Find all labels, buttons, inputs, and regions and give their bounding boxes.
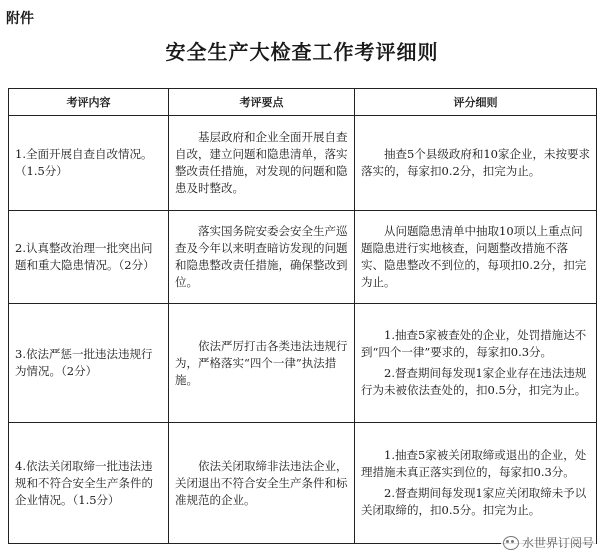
table-row <box>9 304 597 423</box>
header-scoring: 评分细则 <box>355 89 597 116</box>
cell-content: 1.全面开展自查自改情况。（1.5分） <box>9 116 169 211</box>
cell-points: 基层政府和企业全面开展自查自改，建立问题和隐患清单，落实整改责任措施，对发现的问题和隐患及时整改。 <box>169 116 355 211</box>
scoring-item: 2.督查期间每发现1家企业存在违法违规行为未被依法查处的，扣0.5分，扣完为止。 <box>361 366 587 397</box>
cell-scoring <box>355 304 597 423</box>
cell-scoring <box>355 211 597 304</box>
scoring-item: 1.抽查5家被查处的企业，处罚措施达不到“四个一律”要求的，每家扣0.3分。 <box>361 328 587 359</box>
cell-content: 2.认真整改治理一批突出问题和重大隐患情况。（2分） <box>9 211 169 304</box>
scoring-item: 抽查5个县级政府和10家企业，未按要求落实的，每家扣0.2分，扣完为止。 <box>361 147 590 178</box>
cell-content: 3.依法严惩一批违法违规行为情况。（2分） <box>9 304 169 423</box>
table-row <box>9 423 597 544</box>
cell-points: 依法关闭取缔非法违法企业，关闭退出不符合安全生产条件和标准规范的企业。 <box>169 423 355 544</box>
attachment-label: 附件 <box>6 11 34 27</box>
cell-points: 依法严厉打击各类违法违规行为，严格落实“四个一律”执法措施。 <box>169 304 355 423</box>
table-header-row <box>9 89 597 116</box>
cell-points: 落实国务院安委会安全生产巡查及今年以来明查暗访发现的问题和隐患整改责任措施，确保整改到位。 <box>169 211 355 304</box>
header-content: 考评内容 <box>9 89 169 116</box>
table-row <box>9 211 597 304</box>
wechat-icon <box>503 536 519 550</box>
scoring-item: 从问题隐患清单中抽取10项以上重点问题隐患进行实地核查，问题整改措施不落实、隐患整改不到位的，每项扣0.2分，扣完为止。 <box>361 224 587 289</box>
table-row <box>9 116 597 211</box>
evaluation-table <box>8 88 597 544</box>
header-points: 考评要点 <box>169 89 355 116</box>
document-title: 安全生产大检查工作考评细则 <box>165 40 439 64</box>
scoring-item: 1.抽查5家被关闭取缔或退出的企业，处理措施未真正落实到位的，每家扣0.3分。 <box>361 448 587 479</box>
cell-scoring <box>355 116 597 211</box>
scoring-item: 2.督查期间每发现1家应关闭取缔未予以关闭取缔的，扣0.5分。扣完为止。 <box>361 486 587 517</box>
watermark <box>501 534 596 551</box>
cell-content: 4.依法关闭取缔一批违法违规和不符合安全生产条件的企业情况。（1.5分） <box>9 423 169 544</box>
cell-scoring <box>355 423 597 544</box>
watermark-text: 水世界订阅号 <box>521 536 594 550</box>
